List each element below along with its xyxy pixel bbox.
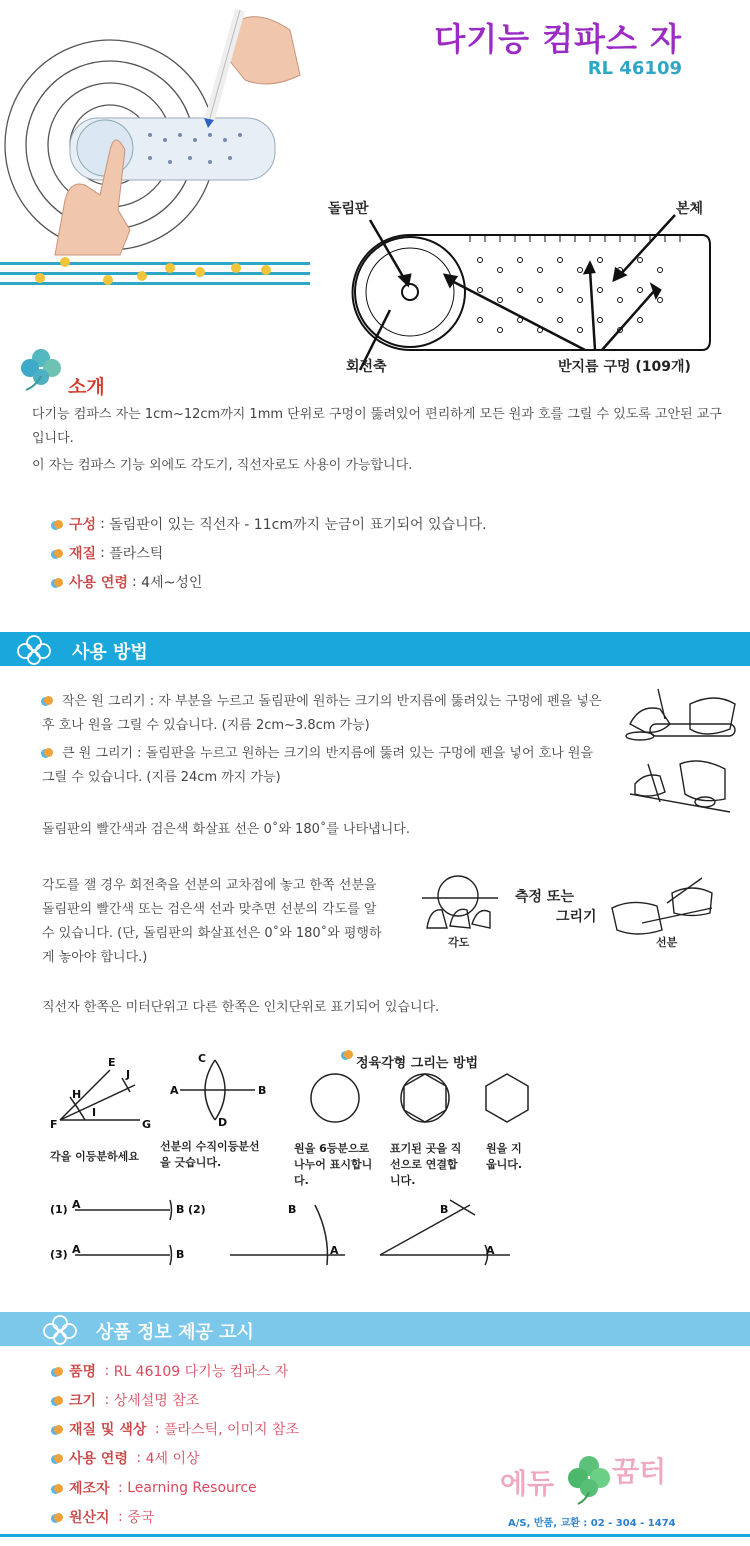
bullet-icon [54,578,63,587]
spec-composition: 구성 : 돌림판이 있는 직선자 - 11cm까지 눈금이 표기되어 있습니다. [54,514,487,534]
measure-label: 측정 또는 [515,889,574,905]
brand-name-left: 에듀 [500,1467,555,1500]
clover-outline-icon [40,1314,84,1346]
bullet-icon [44,696,53,705]
brand-name-right: 꿈터 [612,1455,667,1488]
bullet-icon [54,1367,63,1376]
usage-arrows-note: 돌림판의 빨간색과 검은색 화살표 선은 0˚와 180˚를 나타냅니다. [42,822,410,837]
point-label: G [142,1118,152,1131]
point-label: C [198,1052,207,1065]
point-label: E [108,1056,116,1069]
footer-divider [0,1534,750,1537]
point-label: B [176,1248,185,1261]
info-title: 상품 정보 제공 고시 [96,1322,254,1343]
bullet-icon [54,1454,63,1463]
step-label: (1) [50,1203,68,1216]
point-label: H [72,1088,82,1101]
info-item-name: 품명 : RL 46109 다기능 컴파스 자 [54,1361,288,1381]
point-label: A [72,1243,81,1256]
page-title: 다기능 컴파스 자 [434,20,682,58]
bullet-icon [54,1425,63,1434]
bullet-icon [54,549,63,558]
point-label: B [440,1203,449,1216]
point-label: B [258,1084,267,1097]
point-label: A [330,1244,339,1257]
perp-bisector-caption: 선분의 수직이등분선을 긋습니다. [160,1140,260,1169]
intro-paragraph-1: 다기능 컴파스 자는 1cm~12cm까지 1mm 단위로 구멍이 뚫려있어 편리하게 모든 원과 호를 그릴 수 있도록 고안된 교구입니다. [32,407,722,446]
point-label: A [72,1198,81,1211]
point-label: B [176,1203,185,1216]
product-photo [0,0,310,300]
intro-title: 소개 [68,376,105,398]
info-item-maker: 제조자 : Learning Resource [54,1478,257,1498]
model-number: RL 46109 [587,58,682,79]
label-holes: 반지름 구멍 (109개) [558,359,691,375]
hexagon-step1-caption: 원을 6등분으로 나누어 표시합니다. [294,1142,373,1187]
hexagon-step3-caption: 원을 지웁니다. [486,1142,523,1171]
label-pivot: 회전축 [346,359,387,375]
point-label: I [92,1106,97,1119]
clover-outline-icon [14,634,58,666]
spec-material: 재질 : 플라스틱 [54,543,163,563]
bullet-icon [54,1513,63,1522]
info-item-age: 사용 연령 : 4세 이상 [54,1448,200,1468]
point-label: J [126,1068,131,1081]
bullet-icon [44,748,53,757]
spec-age: 사용 연령 : 4세~성인 [54,572,202,592]
info-item-size: 크기 : 상세설명 참조 [54,1390,199,1410]
info-item-origin: 원산지 : 중국 [54,1507,154,1527]
point-label: A [170,1084,179,1097]
bullet-icon [54,1484,63,1493]
label-dial: 돌림판 [328,201,369,217]
brand-clover-icon [566,1452,612,1506]
step-label: (3) [50,1248,68,1261]
point-label: A [486,1244,495,1257]
usage-angle-note: 각도를 잴 경우 회전축을 선분의 교차점에 놓고 한쪽 선분을 돌림판의 빨간색 또는 검은색 선과 맞추면 선분의 각도를 알 수 있습니다. (단, 돌림판의 화살표선은 0˚와 180˚와 평행하게 놓아야 합니다.) [42,878,382,965]
usage-units-note: 직선자 한쪽은 미터단위고 다른 한쪽은 인치단위로 표기되어 있습니다. [42,1000,440,1015]
angle-label: 각도 [448,936,470,949]
usage-title: 사용 방법 [72,642,148,663]
point-label: D [218,1116,228,1129]
step-label: (2) [188,1203,206,1216]
bullet-icon [344,1050,353,1059]
usage-illustration [620,684,740,814]
usage-small-circle: 작은 원 그리기 : 자 부분을 누르고 돌림판에 원하는 크기의 반지름에 뚫려있는 구멍에 펜을 넣은 후 호나 원을 그릴 수 있습니다. (지름 2cm~3.8cm 가능) [42,694,602,733]
bullet-icon [54,1396,63,1405]
clover-icon [18,346,64,392]
intro-paragraph-2: 이 자는 컴파스 기능 외에도 각도기, 직선자로도 사용이 가능합니다. [32,458,413,473]
label-body: 본체 [676,201,704,217]
point-label: F [50,1118,58,1131]
bullet-icon [54,520,63,529]
hexagon-step2-caption: 표기된 곳을 직선으로 연결합니다. [390,1142,462,1187]
segment-label: 선분 [656,936,678,949]
brand-contact: A/S, 반품, 교환 : 02 - 304 - 1474 [508,1518,676,1529]
info-item-material: 재질 및 색상 : 플라스틱, 이미지 참조 [54,1419,299,1439]
hexagon-title: 정육각형 그리는 방법 [356,1056,479,1071]
point-label: B [288,1203,297,1216]
draw-label: 그리기 [556,909,597,925]
bisect-angle-caption: 각을 이등분하세요 [50,1150,139,1163]
usage-large-circle: 큰 원 그리기 : 돌림판을 누르고 원하는 크기의 반지름에 뚫려 있는 구멍에 펜을 넣어 호나 원을 그릴 수 있습니다. (지름 24cm 까지 가능) [42,746,594,785]
